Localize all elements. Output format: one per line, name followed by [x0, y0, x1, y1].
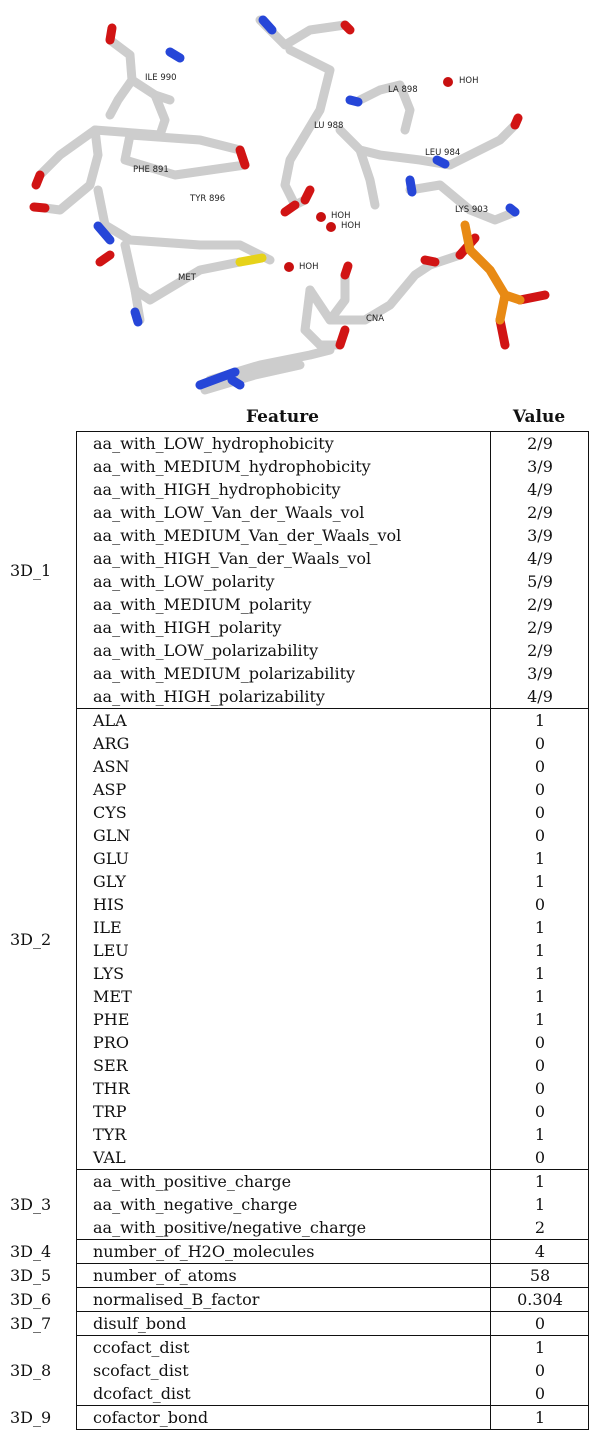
feature-name: HIS [93, 895, 125, 914]
table-row [77, 985, 588, 1008]
table-row [77, 847, 588, 870]
residue-label-tyr896: TYR 896 [190, 194, 226, 204]
feature-name: GLY [93, 872, 126, 891]
feature-value: 2 [534, 1218, 546, 1237]
water-label: HOH [331, 211, 351, 221]
sulfur-bond [240, 258, 262, 262]
table-row [77, 916, 588, 939]
table-row [77, 455, 588, 478]
feature-value: 1 [534, 872, 546, 891]
table-row [77, 639, 588, 662]
feature-value: 5/9 [527, 572, 553, 591]
feature-name: aa_with_HIGH_polarizability [93, 687, 325, 706]
group-frame [76, 431, 589, 709]
feature-name: TRP [93, 1102, 127, 1121]
feature-name: ALA [93, 711, 127, 730]
group-label: 3D_4 [10, 1242, 52, 1261]
group-label: 3D_2 [10, 929, 52, 949]
feature-name: aa_with_MEDIUM_Van_der_Waals_vol [93, 526, 402, 545]
feature-name: LYS [93, 964, 125, 983]
residue-label-lu988: LU 988 [314, 121, 344, 131]
table-row [77, 709, 588, 732]
feature-value: 0.304 [517, 1290, 563, 1309]
feature-value: 3/9 [527, 457, 553, 476]
group-label: 3D_3 [10, 1195, 52, 1214]
group-frame [76, 1169, 589, 1240]
group-frame [76, 708, 589, 1170]
feature-name: dcofact_dist [93, 1384, 191, 1403]
water-label: HOH [299, 262, 319, 272]
feature-value: 1 [534, 918, 546, 937]
feature-group [0, 1169, 600, 1240]
feature-value: 0 [534, 1033, 546, 1052]
group-frame [76, 1263, 589, 1288]
feature-name: normalised_B_factor [93, 1290, 260, 1309]
feature-value: 0 [534, 757, 546, 776]
feature-name: PHE [93, 1010, 130, 1029]
feature-name: cofactor_bond [93, 1408, 209, 1427]
feature-value: 0 [534, 1384, 546, 1403]
feature-name: aa_with_HIGH_polarity [93, 618, 282, 637]
table-row [77, 524, 588, 547]
table-row [77, 1382, 588, 1405]
group-frame [76, 1239, 589, 1264]
feature-name: aa_with_LOW_Van_der_Waals_vol [93, 503, 365, 522]
table-row [77, 478, 588, 501]
feature-name: ILE [93, 918, 122, 937]
table-row [77, 685, 588, 708]
binding-site-figure [0, 0, 600, 400]
feature-name: aa_with_positive_charge [93, 1172, 292, 1191]
table-row [77, 1077, 588, 1100]
feature-value: 4/9 [527, 549, 553, 568]
water-label: HOH [459, 76, 479, 86]
feature-column-header: Feature [246, 407, 319, 427]
feature-value: 2/9 [527, 618, 553, 637]
feature-value: 0 [534, 1102, 546, 1121]
table-row [77, 962, 588, 985]
feature-group [0, 1405, 600, 1430]
table-row [77, 570, 588, 593]
residue-label-leu984: LEU 984 [425, 148, 461, 158]
table-row [77, 1406, 588, 1429]
feature-name: VAL [93, 1148, 126, 1167]
feature-name: GLU [93, 849, 130, 868]
feature-value: 1 [534, 987, 546, 1006]
table-row [77, 593, 588, 616]
residue-label-ile990: ILE 990 [145, 73, 177, 83]
water-label: HOH [341, 221, 361, 231]
feature-name: aa_with_LOW_hydrophobicity [93, 434, 334, 453]
table-row [77, 616, 588, 639]
table-row [77, 1193, 588, 1216]
feature-value: 1 [534, 1408, 546, 1427]
residue-label-met: MET [178, 273, 196, 283]
table-row [77, 1100, 588, 1123]
feature-value: 1 [534, 1338, 546, 1357]
feature-name: ASN [93, 757, 130, 776]
feature-value: 0 [534, 1314, 546, 1333]
table-row [77, 1031, 588, 1054]
carbon-bonds [40, 20, 515, 390]
group-label: 3D_7 [10, 1314, 52, 1333]
feature-group [0, 1287, 600, 1312]
value-column-header: Value [512, 407, 566, 427]
feature-name: THR [93, 1079, 130, 1098]
table-row [77, 824, 588, 847]
feature-name: number_of_H2O_molecules [93, 1242, 315, 1261]
feature-value: 1 [534, 711, 546, 730]
feature-value: 4 [534, 1242, 546, 1261]
table-row [77, 1288, 588, 1311]
feature-name: disulf_bond [93, 1314, 187, 1333]
feature-name: aa_with_MEDIUM_polarity [93, 595, 312, 614]
feature-value: 0 [534, 1056, 546, 1075]
feature-value: 0 [534, 1148, 546, 1167]
table-row [77, 662, 588, 685]
residue-label-la898: LA 898 [388, 85, 418, 95]
feature-value: 58 [529, 1266, 551, 1285]
feature-value: 1 [534, 1125, 546, 1144]
table-row [77, 547, 588, 570]
feature-group [0, 1311, 600, 1336]
feature-name: LEU [93, 941, 129, 960]
feature-value: 1 [534, 1172, 546, 1191]
feature-name: CYS [93, 803, 127, 822]
table-row [77, 1170, 588, 1193]
feature-value: 2/9 [527, 641, 553, 660]
feature-value: 1 [534, 941, 546, 960]
feature-name: aa_with_negative_charge [93, 1195, 298, 1214]
feature-value: 1 [534, 964, 546, 983]
residue-label-lys903: LYS 903 [455, 205, 489, 215]
feature-value: 0 [534, 1361, 546, 1380]
feature-name: aa_with_LOW_polarizability [93, 641, 319, 660]
feature-name: number_of_atoms [93, 1266, 237, 1285]
feature-value: 1 [534, 849, 546, 868]
table-row [77, 1146, 588, 1169]
feature-group [0, 708, 600, 1170]
feature-group [0, 1263, 600, 1288]
feature-name: aa_with_HIGH_hydrophobicity [93, 480, 341, 499]
table-row [77, 893, 588, 916]
feature-value: 3/9 [527, 526, 553, 545]
feature-value: 3/9 [527, 664, 553, 683]
group-label: 3D_5 [10, 1266, 52, 1285]
feature-name: PRO [93, 1033, 129, 1052]
table-row [77, 1216, 588, 1239]
table-row [77, 432, 588, 455]
table-row [77, 1054, 588, 1077]
feature-value: 1 [534, 1010, 546, 1029]
table-row [77, 801, 588, 824]
table-row [77, 1008, 588, 1031]
group-label: 3D_6 [10, 1290, 52, 1309]
feature-name: SER [93, 1056, 128, 1075]
table-row [77, 1264, 588, 1287]
group-label: 3D_1 [10, 560, 52, 580]
feature-value: 2/9 [527, 434, 553, 453]
feature-name: ASP [93, 780, 127, 799]
table-row [77, 1312, 588, 1335]
table-row [77, 732, 588, 755]
feature-name: aa_with_LOW_polarity [93, 572, 275, 591]
feature-value: 0 [534, 803, 546, 822]
table-row [77, 778, 588, 801]
group-frame [76, 1405, 589, 1430]
group-label: 3D_8 [10, 1361, 52, 1380]
feature-value: 2/9 [527, 503, 553, 522]
feature-name: TYR [93, 1125, 127, 1144]
feature-name: aa_with_HIGH_Van_der_Waals_vol [93, 549, 372, 568]
feature-value: 0 [534, 826, 546, 845]
feature-value: 4/9 [527, 480, 553, 499]
feature-value: 2/9 [527, 595, 553, 614]
group-label: 3D_9 [10, 1408, 52, 1427]
feature-group [0, 1335, 600, 1406]
feature-name: ARG [93, 734, 130, 753]
table-row [77, 1359, 588, 1382]
feature-value: 0 [534, 1079, 546, 1098]
feature-value: 0 [534, 895, 546, 914]
feature-name: aa_with_MEDIUM_hydrophobicity [93, 457, 371, 476]
table-row [77, 939, 588, 962]
feature-value: 1 [534, 1195, 546, 1214]
feature-name: scofact_dist [93, 1361, 189, 1380]
table-row [77, 501, 588, 524]
group-frame [76, 1311, 589, 1336]
feature-value: 0 [534, 780, 546, 799]
group-frame [76, 1335, 589, 1406]
feature-name: aa_with_positive/negative_charge [93, 1218, 367, 1237]
table-row [77, 1336, 588, 1359]
feature-name: MET [93, 987, 132, 1006]
group-frame [76, 1287, 589, 1312]
feature-group [0, 431, 600, 709]
table-row [77, 870, 588, 893]
table-row [77, 1240, 588, 1263]
residue-label-phe891: PHE 891 [133, 165, 169, 175]
feature-value: 4/9 [527, 687, 553, 706]
table-row [77, 1123, 588, 1146]
feature-value: 0 [534, 734, 546, 753]
feature-name: GLN [93, 826, 131, 845]
table-row [77, 755, 588, 778]
feature-name: aa_with_MEDIUM_polarizability [93, 664, 356, 683]
molecular-structure [0, 0, 600, 400]
residue-label-cna: CNA [366, 314, 385, 324]
feature-group [0, 1239, 600, 1264]
feature-name: ccofact_dist [93, 1338, 190, 1357]
